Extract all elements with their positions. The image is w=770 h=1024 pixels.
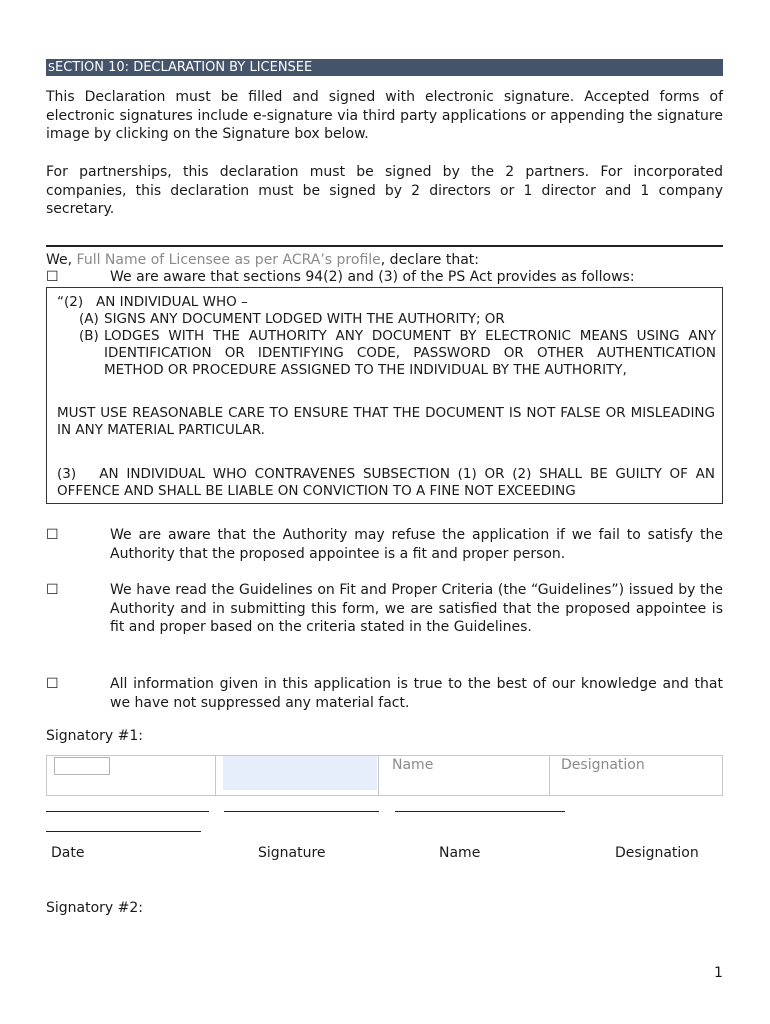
item-2-text: We are aware that the Authority may refuse the application if we fail to satisfy the Authority that the proposed appointee is a fit and proper person. xyxy=(110,527,723,562)
checkbox-item-4[interactable]: ☐ xyxy=(46,676,59,692)
item-4-text: All information given in this application is true to the best of our knowledge and that we have not suppressed any material fact. xyxy=(110,676,723,711)
signature-underline xyxy=(224,811,379,812)
quote-a-label: (A) xyxy=(79,311,99,327)
name-cell xyxy=(379,756,550,795)
section-title: ECTION 10: DECLARATION BY LICENSEE xyxy=(54,60,313,75)
date-underline xyxy=(46,811,209,812)
quote-must-text: MUST USE REASONABLE CARE TO ENSURE THAT THE DOCUMENT IS NOT FALSE OR MISLEADING IN ANY MATERIAL PARTICULAR. xyxy=(57,405,715,438)
date-cell xyxy=(47,756,216,795)
signature-cell xyxy=(216,756,379,795)
quote-a-text: SIGNS ANY DOCUMENT LODGED WITH THE AUTHORITY; OR xyxy=(104,311,505,327)
declaration-opening xyxy=(46,251,479,269)
signatory-2-label: Signatory #2: xyxy=(46,900,144,916)
date-input[interactable] xyxy=(54,757,110,775)
date-label: Date xyxy=(51,845,85,861)
signatory-1-name-field[interactable]: Name xyxy=(392,757,434,773)
checkbox-item-2[interactable]: ☐ xyxy=(46,527,59,543)
designation-underline xyxy=(46,831,201,832)
signatory-1-label: Signatory #1: xyxy=(46,728,144,744)
quote-b-text: LODGES WITH THE AUTHORITY ANY DOCUMENT BY ELECTRONIC MEANS USING ANY IDENTIFICATION OR IDENTIFYING CODE, PASSWORD OR OTHER AUTHENTICATION METHOD OR PROCEDURE ASSIGNED TO THE INDIVIDUAL BY THE AUTHORITY, xyxy=(104,328,716,378)
checkbox-item-3[interactable]: ☐ xyxy=(46,582,59,598)
section-header xyxy=(46,59,723,76)
licensee-name-field[interactable]: Full Name of Licensee as per ACRA’s profile xyxy=(76,252,381,268)
intro-paragraph-1: This Declaration must be filled and signed with electronic signature. Accepted forms of electronic signatures include e-signature via third party applications or appending the signature image by clicking on the Signature box below. xyxy=(46,89,723,142)
page-number: 1 xyxy=(714,965,723,981)
name-label: Name xyxy=(439,845,481,861)
divider xyxy=(46,245,723,247)
signatory-1-table xyxy=(46,755,723,796)
checkbox-item-1[interactable]: ☐ xyxy=(46,269,59,285)
we-text: We, xyxy=(46,252,77,268)
quote-subsection-3: (3) AN INDIVIDUAL WHO CONTRAVENES SUBSECTION (1) OR (2) SHALL BE GUILTY OF AN OFFENCE AND SHALL BE LIABLE ON CONVICTION TO A FINE NOT EXCEEDING xyxy=(57,466,720,499)
signatory-1-designation-field[interactable]: Designation xyxy=(561,757,645,773)
quote-b-label: (B) xyxy=(79,328,99,344)
name-underline xyxy=(395,811,565,812)
signature-box[interactable] xyxy=(223,756,377,790)
ps-act-quote-box[interactable] xyxy=(46,287,723,504)
item-3-text: We have read the Guidelines on Fit and Proper Criteria (the “Guidelines”) issued by the Authority and in submitting this form, we are satisfied that the proposed appointee is fit and proper based on the criteria stated in the Guidelines. xyxy=(110,582,723,635)
signature-label: Signature xyxy=(258,845,326,861)
section-title-initial: S xyxy=(48,61,55,74)
declare-text: , declare that: xyxy=(380,252,480,268)
designation-cell xyxy=(550,756,722,795)
quote-line-2: “(2) AN INDIVIDUAL WHO – xyxy=(57,294,248,310)
item-1-text: We are aware that sections 94(2) and (3) of the PS Act provides as follows: xyxy=(110,269,635,285)
designation-label: Designation xyxy=(615,845,699,861)
intro-paragraph-2: For partnerships, this declaration must be signed by the 2 partners. For incorporated companies, this declaration must be signed by 2 directors or 1 director and 1 company secretary. xyxy=(46,164,723,217)
